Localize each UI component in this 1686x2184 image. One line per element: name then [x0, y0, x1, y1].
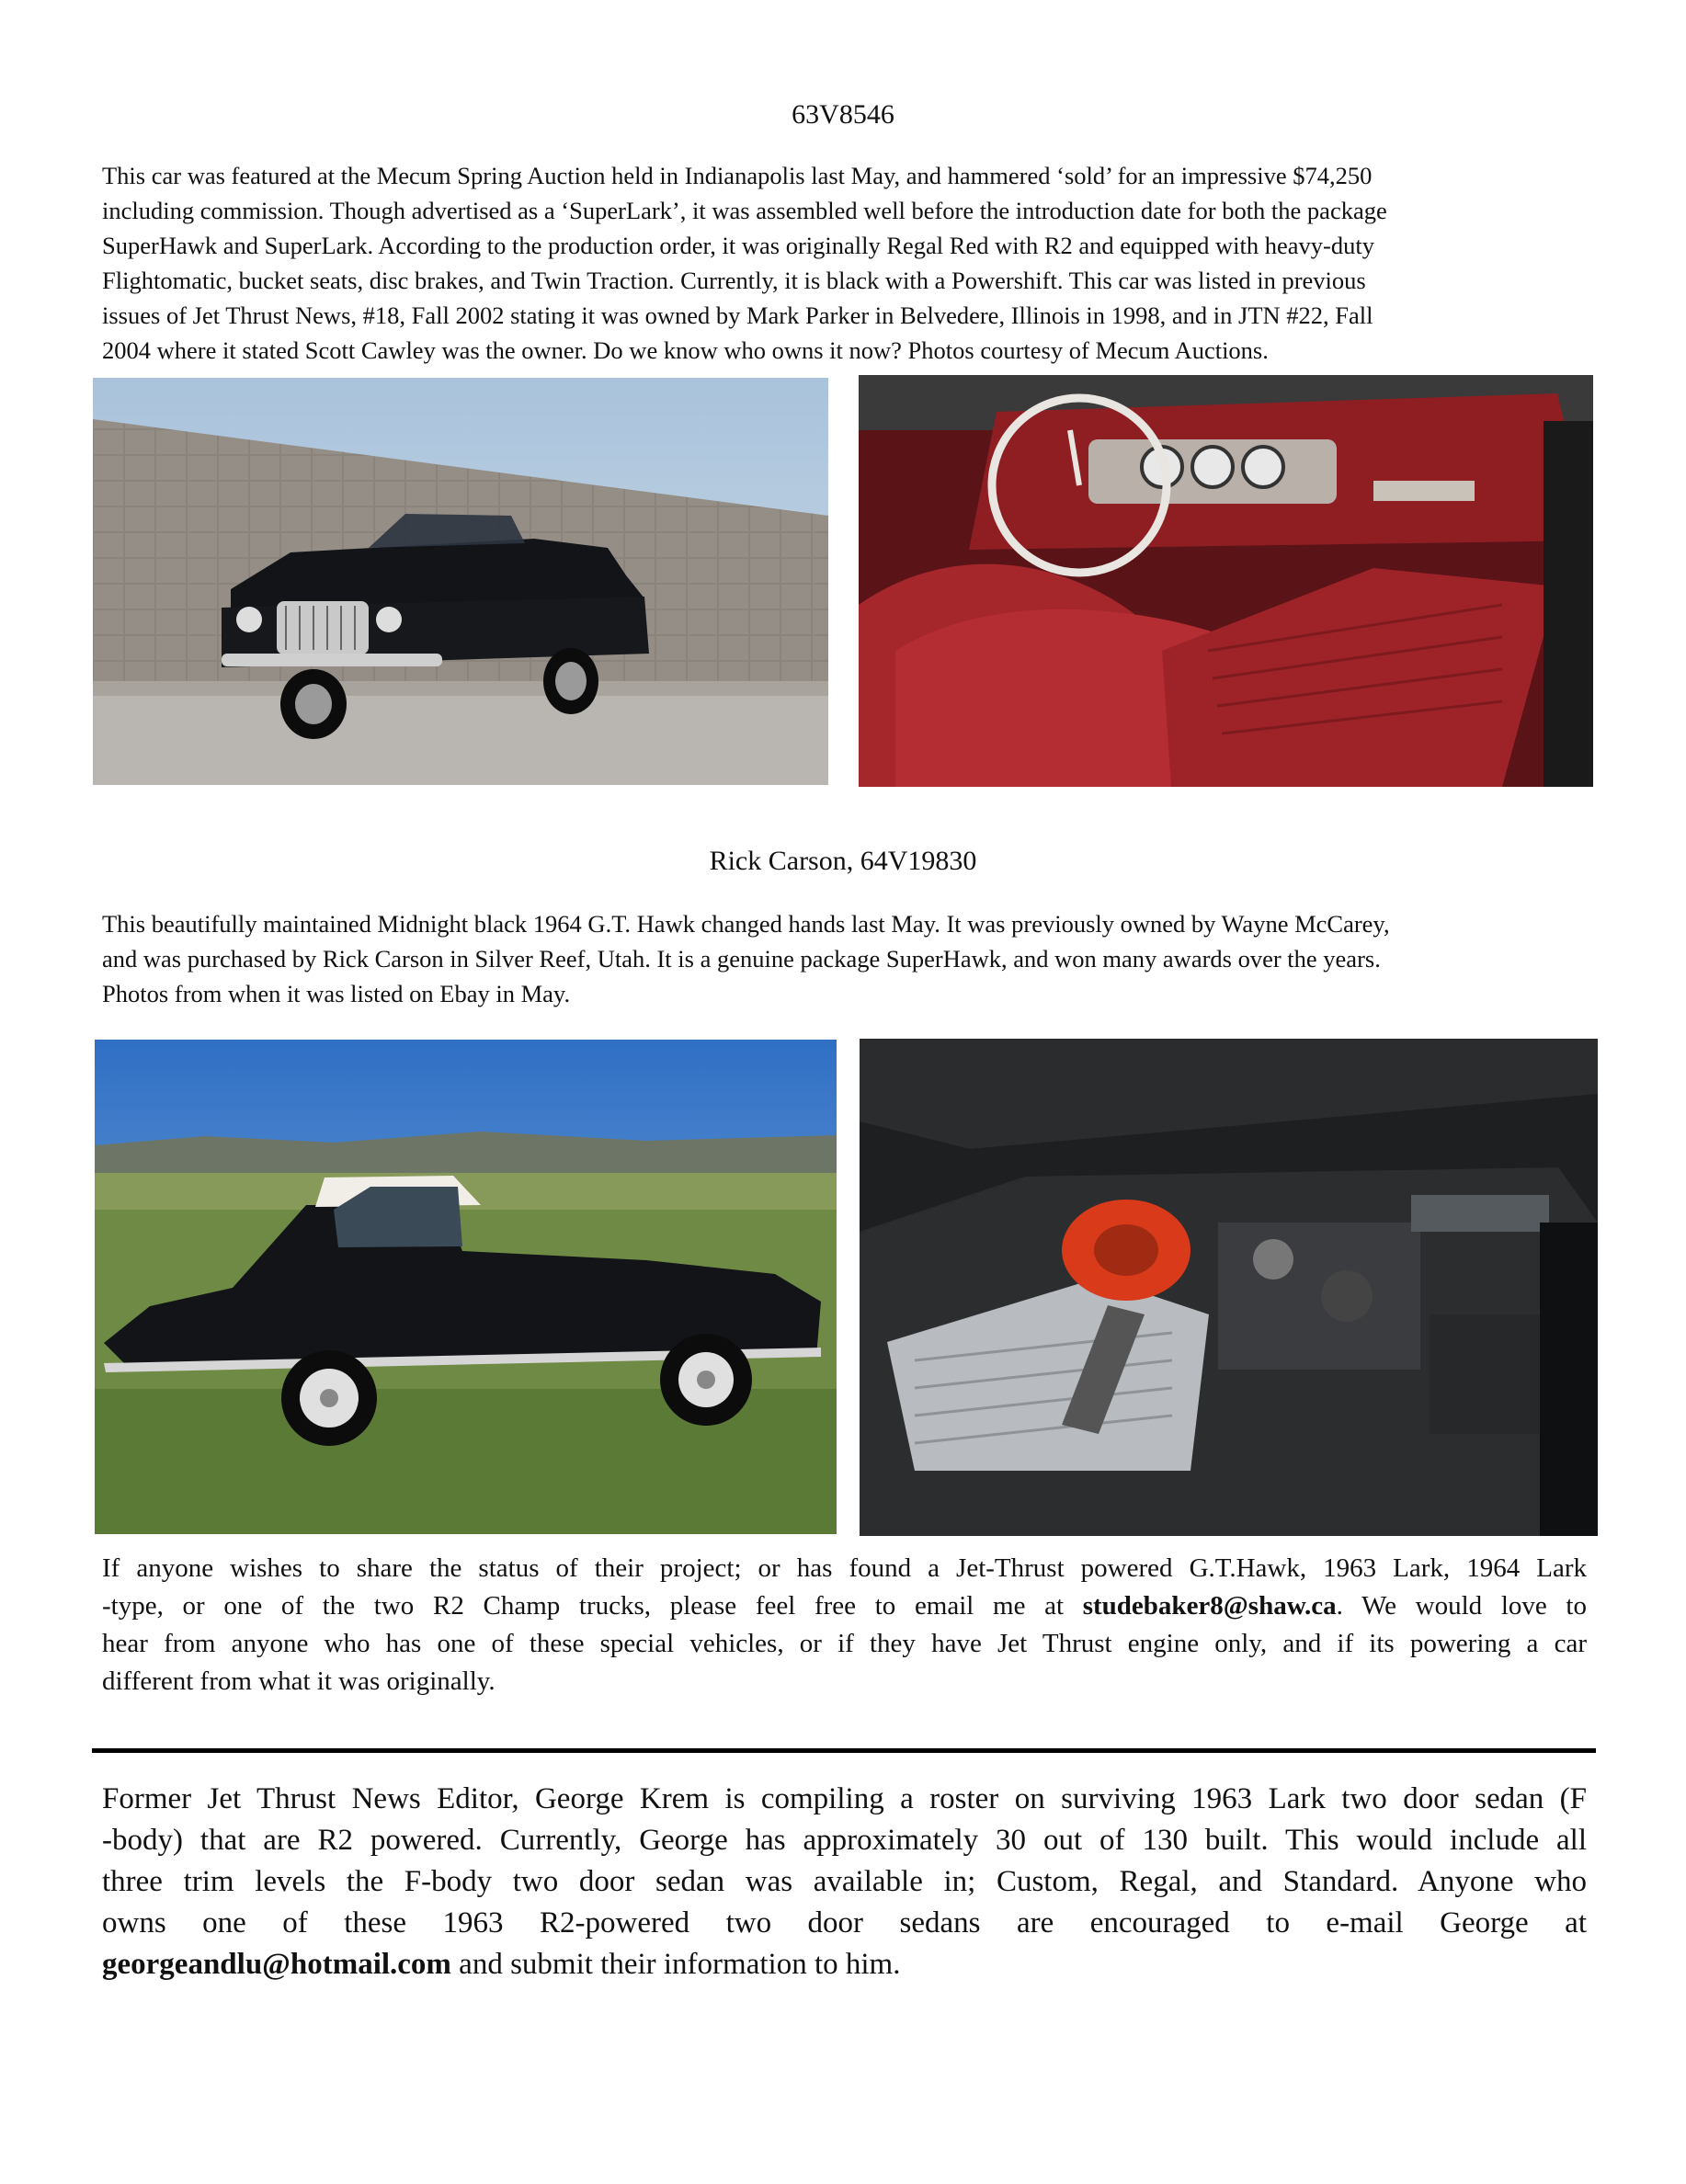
heading-rick-carson: Rick Carson, 64V19830: [709, 846, 977, 876]
email-link-georgeandlu[interactable]: georgeandlu@hotmail.com: [102, 1948, 451, 1981]
paragraph-contact: [102, 1550, 1587, 1701]
email-link-studebaker[interactable]: studebaker8@shaw.ca: [1082, 1591, 1337, 1621]
paragraph-roster: [102, 1779, 1587, 1985]
text-line: Flightomatic, bucket seats, disc brakes, and Twin Traction. Currently, it is black with a Powershift. This car was listed in previous: [102, 267, 1366, 294]
text-line: three trim levels the F-body two door sedan was available in; Custom, Regal, and Standard. Anyone who: [102, 1865, 1587, 1898]
text-line: If anyone wishes to share the status of their project; or has found a Jet-Thrust powered G.T.Hawk, 1963 Lark, 1964 Lark: [102, 1553, 1587, 1583]
text-line: owns one of these 1963 R2-powered two door sedans are encouraged to e-mail George at: [102, 1906, 1587, 1939]
paragraph-63v8546: [102, 158, 1587, 368]
photo-black-convertible: [93, 378, 828, 785]
text-line: This car was featured at the Mecum Spring Auction held in Indianapolis last May, and hammered ‘sold’ for an impressive $74,250: [102, 162, 1373, 189]
paragraph-rick-carson: [102, 906, 1587, 1011]
text-line: Former Jet Thrust News Editor, George Krem is compiling a roster on surviving 1963 Lark two door sedan (F: [102, 1782, 1587, 1815]
text-line: hear from anyone who has one of these special vehicles, or if they have Jet Thrust engine only, and if its powering a car: [102, 1629, 1587, 1658]
text-fragment: and submit their information to him.: [450, 1948, 901, 1981]
text-line: Photos from when it was listed on Ebay in May.: [102, 980, 571, 1007]
heading-63v8546: 63V8546: [792, 99, 894, 130]
text-line: and was purchased by Rick Carson in Silver Reef, Utah. It is a genuine package SuperHawk, and won many awards over the years.: [102, 945, 1381, 973]
text-line: [102, 1944, 1587, 1985]
text-line: SuperHawk and SuperLark. According to the production order, it was originally Regal Red with R2 and equipped with heavy-duty: [102, 232, 1374, 259]
text-fragment: . We would love to: [1336, 1591, 1587, 1621]
text-fragment: -type, or one of the two R2 Champ trucks, please feel free to email me at: [102, 1591, 1083, 1621]
text-line: [102, 1587, 1587, 1625]
horizontal-rule: [92, 1748, 1596, 1753]
text-line: This beautifully maintained Midnight black 1964 G.T. Hawk changed hands last May. It was previously owned by Wayne McCarey,: [102, 910, 1390, 938]
text-line: including commission. Though advertised as a ‘SuperLark’, it was assembled well before the introduction date for both the package: [102, 197, 1387, 224]
photo-red-interior: [859, 375, 1593, 787]
photo-engine-bay: [860, 1039, 1598, 1536]
text-line: issues of Jet Thrust News, #18, Fall 2002 stating it was owned by Mark Parker in Belvedere, Illinois in 1998, and in JTN #22, Fall: [102, 301, 1373, 329]
text-line: different from what it was originally.: [102, 1666, 496, 1696]
text-line: 2004 where it stated Scott Cawley was the owner. Do we know who owns it now? Photos courtesy of Mecum Auctions.: [102, 336, 1269, 364]
text-line: -body) that are R2 powered. Currently, George has approximately 30 out of 130 built. This would include all: [102, 1824, 1587, 1857]
photo-gt-hawk-side: [95, 1040, 837, 1534]
